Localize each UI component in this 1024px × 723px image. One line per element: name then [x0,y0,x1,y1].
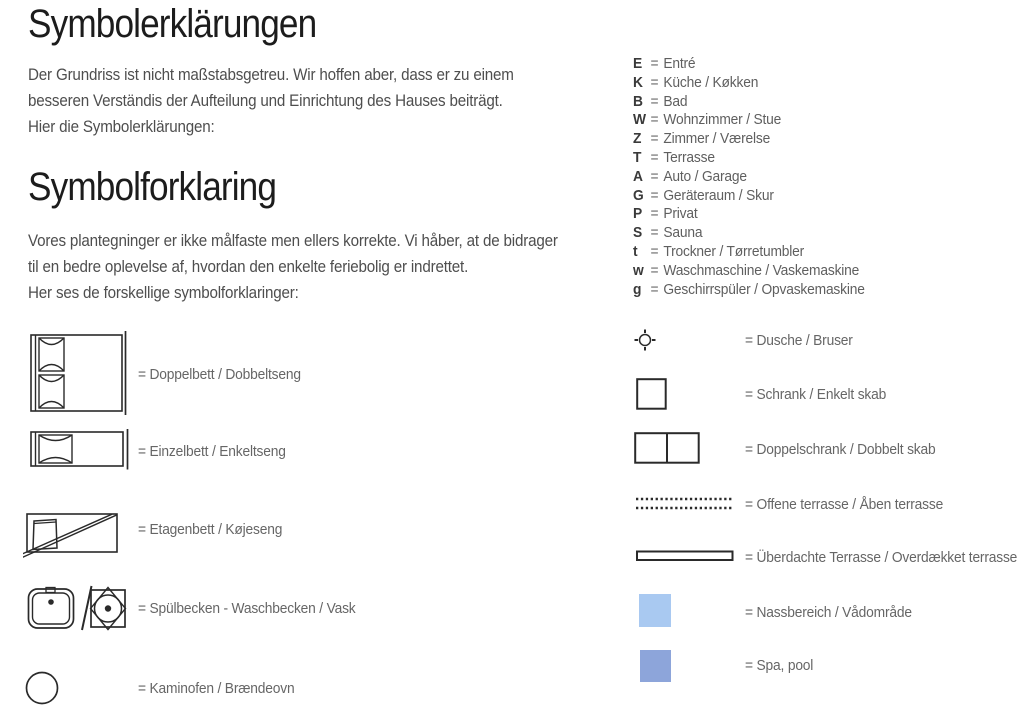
intro-german-line: Der Grundriss ist nicht maßstabsgetreu. Wir hoffen aber, dass er zu einem [28,66,514,84]
page-title-danish: Symbolforklaring [28,165,277,209]
covered-terrace-icon [636,550,734,562]
abbreviation-list [633,55,885,299]
single-bed-label: = Einzelbett / Enkeltseng [138,443,286,460]
equals-sign: = [650,167,659,185]
abbreviation-row [633,281,865,300]
spa-pool-label: = Spa, pool [745,657,814,674]
shower-label: = Dusche / Bruser [745,332,853,349]
abbreviation-key: B [633,92,643,110]
single-cabinet-label: = Schrank / Enkelt skab [745,386,887,403]
open-terrace-label: = Offene terrasse / Åben terrasse [745,496,944,513]
intro-danish-line: Her ses de forskellige symbolforklaringer: [28,284,299,302]
open-terrace-icon [636,496,732,511]
abbreviation-value: Terrasse [663,148,715,166]
abbreviation-key: P [633,205,643,223]
abbreviation-row [633,55,865,74]
equals-sign: = [650,186,659,204]
abbreviation-key: T [633,148,642,166]
abbreviation-row [633,149,865,168]
abbreviation-value: Privat [663,205,698,223]
abbreviation-value: Zimmer / Værelse [663,130,771,148]
abbreviation-row [633,262,865,281]
abbreviation-key: w [633,261,644,279]
single-bed-icon [27,429,131,470]
equals-sign: = [650,73,659,91]
intro-danish-line: Vores plantegninger er ikke målfaste men ellers korrekte. Vi håber, at de bidrager [28,232,558,250]
wood-stove-icon [24,670,60,706]
double-bed-icon [27,330,127,416]
abbreviation-value: Trockner / Tørretumbler [663,242,805,260]
abbreviation-value: Wohnzimmer / Stue [663,111,782,129]
abbreviation-value: Sauna [663,224,703,242]
double-bed-label: = Doppelbett / Dobbeltseng [138,366,301,383]
covered-terrace-label: = Überdachte Terrasse / Overdækket terrasse [745,549,1018,566]
equals-sign: = [650,55,659,72]
abbreviation-key: K [633,73,643,91]
spa-pool-icon [640,650,671,682]
intro-german-line: besseren Verständis der Aufteilung und Einrichtung des Hauses beiträgt. [28,92,503,110]
abbreviation-key: t [633,242,638,260]
equals-sign: = [650,205,659,223]
abbreviation-value: Waschmaschine / Vaskemaskine [663,261,860,279]
double-cabinet-label: = Doppelschrank / Dobbelt skab [745,441,936,458]
equals-sign: = [650,242,659,260]
equals-sign: = [650,148,659,166]
abbreviation-key: S [633,224,643,242]
bunk-bed-label: = Etagenbett / Køjeseng [138,521,283,538]
abbreviation-key: W [633,111,646,129]
sink-washbasin-icon [27,585,127,631]
abbreviation-value: Geschirrspüler / Opvaskemaskine [663,280,865,298]
equals-sign: = [650,261,659,279]
double-cabinet-icon [634,432,700,464]
abbreviation-row [633,243,865,262]
shower-icon [634,329,656,351]
abbreviation-row [633,187,865,206]
equals-sign: = [650,111,659,129]
abbreviation-key: A [633,167,643,185]
wood-stove-label: = Kaminofen / Brændeovn [138,680,295,697]
single-cabinet-icon [636,378,667,410]
equals-sign: = [650,92,659,110]
intro-danish-line: til en bedre oplevelse af, hvordan den enkelte feriebolig er indrettet. [28,258,469,276]
abbreviation-value: Küche / Køkken [663,73,759,91]
abbreviation-row [633,111,865,130]
bunk-bed-icon [23,508,120,559]
abbreviation-value: Geräteraum / Skur [663,186,774,204]
wet-area-label: = Nassbereich / Vådområde [745,604,912,621]
abbreviation-value: Entré [663,55,696,72]
abbreviation-key: G [633,186,644,204]
wet-area-icon [639,594,671,627]
intro-danish [28,228,558,306]
abbreviation-key: g [633,280,642,298]
equals-sign: = [650,130,659,148]
abbreviation-row [633,74,865,93]
abbreviation-value: Bad [663,92,688,110]
abbreviation-row [633,205,865,224]
abbreviation-value: Auto / Garage [663,167,747,185]
abbreviation-key: E [633,55,643,72]
page-title-german: Symbolerklärungen [28,2,317,46]
equals-sign: = [650,280,659,298]
abbreviation-row [633,168,865,187]
intro-german [28,62,514,140]
equals-sign: = [650,224,659,242]
abbreviation-row [633,224,865,243]
abbreviation-row [633,130,865,149]
sink-washbasin-label: = Spülbecken - Waschbecken / Vask [138,600,356,617]
abbreviation-row [633,93,865,112]
intro-german-line: Hier die Symbolerklärungen: [28,118,215,136]
abbreviation-key: Z [633,130,642,148]
